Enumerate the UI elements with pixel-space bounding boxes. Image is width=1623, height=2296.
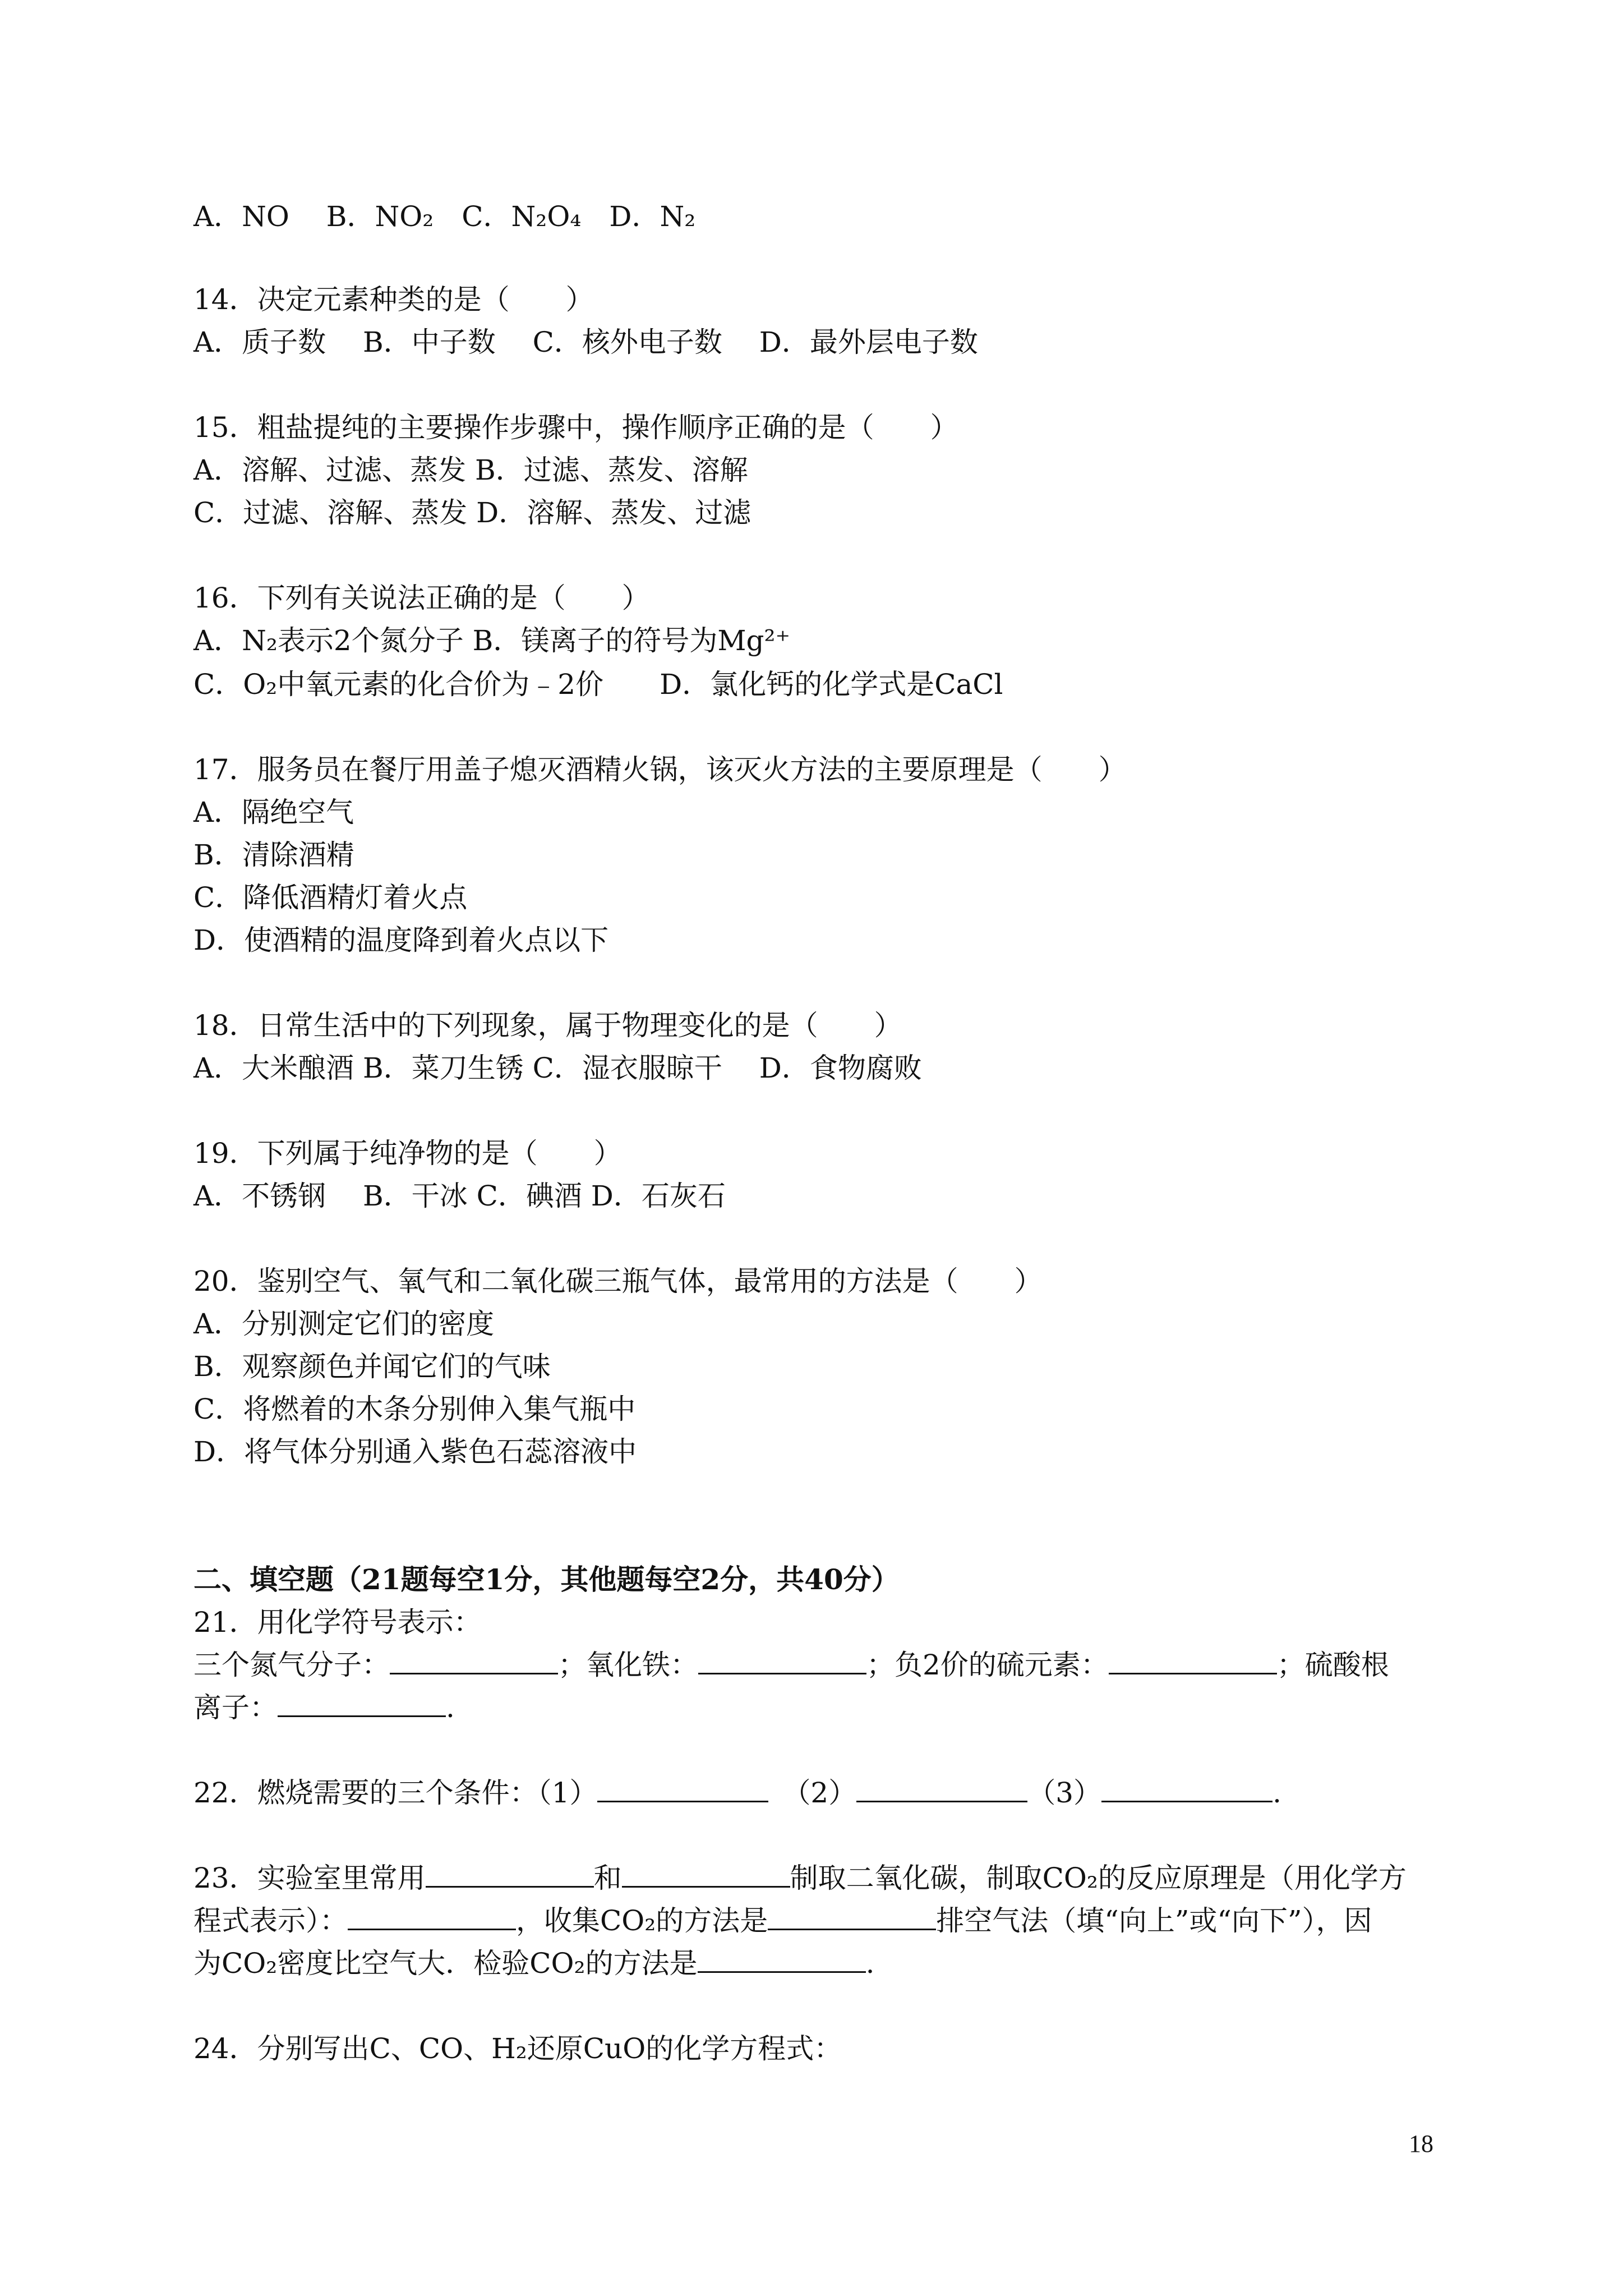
q17-stem: 17．服务员在餐厅用盖子熄灭酒精火锅，该灭火方法的主要原理是（ ） bbox=[193, 753, 1127, 786]
answer-blank[interactable] bbox=[698, 1648, 866, 1674]
q22-line: 22．燃烧需要的三个条件：（1） （2） （3） . bbox=[193, 1777, 1281, 1809]
q18-options: A．大米酿酒 B．菜刀生锈 C．湿衣服晾干 D．食物腐败 bbox=[193, 1052, 922, 1084]
q16-options-2: C．O₂中氧元素的化合价为﹣2价 D．氯化钙的化学式是CaCl bbox=[193, 668, 1003, 701]
q17-option-d: D．使酒精的温度降到着火点以下 bbox=[193, 924, 609, 956]
q20-option-b: B．观察颜色并闻它们的气味 bbox=[193, 1350, 551, 1383]
q19-stem: 19．下列属于纯净物的是（ ） bbox=[193, 1137, 622, 1170]
q20-option-c: C．将燃着的木条分别伸入集气瓶中 bbox=[193, 1393, 636, 1425]
q15-options-1: A．溶解、过滤、蒸发 B．过滤、蒸发、溶解 bbox=[193, 454, 748, 486]
q17-option-a: A．隔绝空气 bbox=[193, 796, 354, 829]
answer-blank[interactable] bbox=[1109, 1648, 1277, 1674]
answer-blank[interactable] bbox=[768, 1904, 936, 1930]
answer-blank[interactable] bbox=[622, 1861, 790, 1888]
section2-title: 二、填空题（21题每空1分，其他题每空2分，共40分） bbox=[193, 1563, 900, 1596]
q21-line-1: 三个氮气分子： ；氧化铁： ；负2价的硫元素： ；硫酸根 bbox=[193, 1649, 1389, 1681]
q19-options: A．不锈钢 B．干冰 C．碘酒 D．石灰石 bbox=[193, 1180, 726, 1212]
answer-blank[interactable] bbox=[348, 1904, 516, 1930]
q14-options: A．质子数 B．中子数 C．核外电子数 D．最外层电子数 bbox=[193, 326, 978, 358]
answer-blank[interactable] bbox=[856, 1776, 1027, 1802]
q18-stem: 18．日常生活中的下列现象，属于物理变化的是（ ） bbox=[193, 1009, 902, 1042]
answer-blank[interactable] bbox=[1101, 1776, 1272, 1802]
q20-stem: 20．鉴别空气、氧气和二氧化碳三瓶气体，最常用的方法是（ ） bbox=[193, 1265, 1043, 1297]
q15-options-2: C．过滤、溶解、蒸发 D．溶解、蒸发、过滤 bbox=[193, 496, 751, 529]
page-number: 18 bbox=[1409, 2130, 1433, 2157]
answer-blank[interactable] bbox=[390, 1648, 558, 1674]
q17-option-c: C．降低酒精灯着火点 bbox=[193, 881, 468, 914]
q20-option-d: D．将气体分别通入紫色石蕊溶液中 bbox=[193, 1435, 637, 1468]
answer-blank[interactable] bbox=[278, 1691, 446, 1717]
q13-options: A．NO B．NO₂ C．N₂O₄ D．N₂ bbox=[193, 200, 696, 233]
answer-blank[interactable] bbox=[597, 1776, 768, 1802]
q24-stem: 24．分别写出C、CO、H₂还原CuO的化学方程式： bbox=[193, 2032, 842, 2065]
q16-stem: 16．下列有关说法正确的是（ ） bbox=[193, 582, 650, 614]
q14-stem: 14．决定元素种类的是（ ） bbox=[193, 283, 594, 316]
q21-stem: 21．用化学符号表示： bbox=[193, 1606, 482, 1639]
answer-blank[interactable] bbox=[698, 1947, 866, 1973]
q21-line-2: 离子： . bbox=[193, 1691, 455, 1724]
q23-line-2: 程式表示）： ，收集CO₂的方法是 排空气法（填“向上”或“向下”），因 bbox=[193, 1904, 1372, 1937]
q20-option-a: A．分别测定它们的密度 bbox=[193, 1308, 495, 1340]
q15-stem: 15．粗盐提纯的主要操作步骤中，操作顺序正确的是（ ） bbox=[193, 411, 958, 444]
q23-line-3: 为CO₂密度比空气大．检验CO₂的方法是 . bbox=[193, 1947, 875, 1980]
q16-options-1: A．N₂表示2个氮分子 B．镁离子的符号为Mg²⁺ bbox=[193, 624, 790, 657]
answer-blank[interactable] bbox=[426, 1861, 594, 1888]
q23-line-1: 23．实验室里常用 和 制取二氧化碳，制取CO₂的反应原理是（用化学方 bbox=[193, 1862, 1407, 1894]
q17-option-b: B．清除酒精 bbox=[193, 839, 354, 871]
